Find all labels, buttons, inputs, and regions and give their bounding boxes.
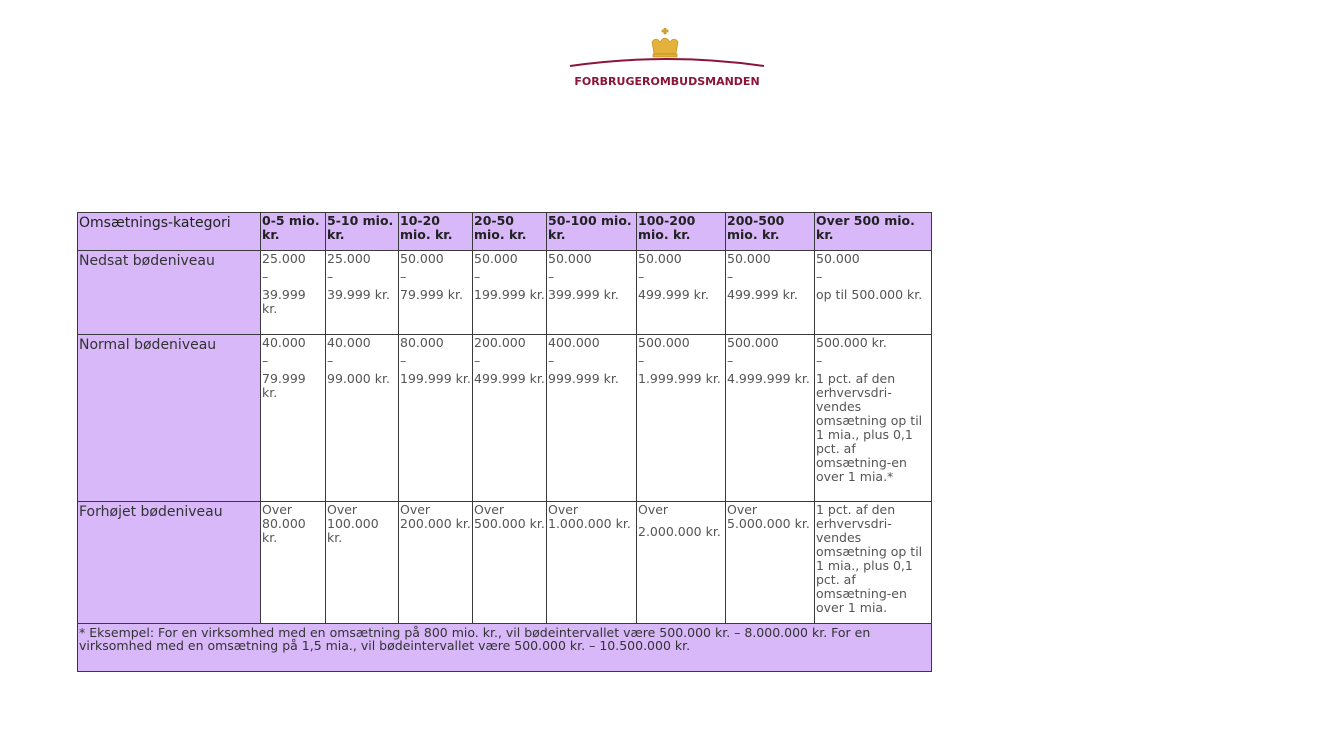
range-from: 25.000 [327, 251, 371, 266]
range-to: 79.999 kr. [262, 371, 306, 400]
column-header: 5-10 mio. kr. [326, 213, 399, 251]
range-dash: – [474, 353, 481, 368]
fine-levels-table [77, 212, 932, 672]
table-cell [547, 251, 637, 335]
table-cell [261, 335, 326, 502]
column-header: 0-5 mio. kr. [261, 213, 326, 251]
range-to: 199.999 kr. [400, 371, 471, 386]
table-cell: Over 500.000 kr. [473, 502, 547, 624]
table-cell: Over 5.000.000 kr. [726, 502, 815, 624]
table-cell: Over 1.000.000 kr. [547, 502, 637, 624]
table-cell [726, 335, 815, 502]
forbrugerombudsmanden-logo [568, 28, 766, 92]
table-cell [547, 335, 637, 502]
range-to: 499.999 kr. [474, 371, 545, 386]
range-from: 50.000 [474, 251, 518, 266]
range-to: 499.999 kr. [638, 287, 709, 302]
range-to: 39.999 kr. [327, 287, 390, 302]
range-to: 39.999 kr. [262, 287, 306, 316]
range-from: 500.000 kr. [816, 335, 887, 350]
range-from: 500.000 [638, 335, 690, 350]
table-cell [473, 251, 547, 335]
table-cell [261, 251, 326, 335]
table-row-nedsat [78, 251, 932, 335]
range-from: 200.000 [474, 335, 526, 350]
range-dash: – [638, 269, 645, 284]
range-dash: – [474, 269, 481, 284]
cell-text: 2.000.000 kr. [638, 524, 721, 539]
range-from: 40.000 [262, 335, 306, 350]
table-cell [637, 502, 726, 624]
table-cell [637, 335, 726, 502]
row-label: Forhøjet bødeniveau [78, 502, 261, 624]
crown-icon [568, 28, 766, 74]
column-header: 200-500 mio. kr. [726, 213, 815, 251]
table-cell: 1 pct. af den erhvervsdri-vendes omsætning op til 1 mia., plus 0,1 pct. af omsætning-en over 1 mia. [815, 502, 932, 624]
range-to: 399.999 kr. [548, 287, 619, 302]
footnote-row [78, 624, 932, 672]
range-dash: – [816, 353, 823, 368]
range-to: 1 pct. af den erhvervsdri-vendes omsætning op til 1 mia., plus 0,1 pct. af omsætning-en over 1 mia.* [816, 371, 923, 484]
range-dash: – [262, 353, 269, 368]
brand-name: FORBRUGEROMBUDSMANDEN [574, 75, 760, 88]
range-from: 500.000 [727, 335, 779, 350]
range-from: 50.000 [816, 251, 860, 266]
range-to: op til 500.000 kr. [816, 287, 923, 302]
table-cell [815, 335, 932, 502]
range-to: 499.999 kr. [727, 287, 798, 302]
table-cell: Over 200.000 kr. [399, 502, 473, 624]
row-label: Nedsat bødeniveau [78, 251, 261, 335]
range-to: 79.999 kr. [400, 287, 463, 302]
range-from: 25.000 [262, 251, 306, 266]
range-from: 400.000 [548, 335, 600, 350]
column-header: Over 500 mio. kr. [815, 213, 932, 251]
table-cell: Over 80.000 kr. [261, 502, 326, 624]
range-dash: – [327, 269, 334, 284]
footnote: * Eksempel: For en virksomhed med en omsætning på 800 mio. kr., vil bødeintervallet være 500.000 kr. – 8.000.000 kr. For en virksomhed med en omsætning på 1,5 mia., vil bødeintervallet være 500.000 kr. – 10.500.000 kr. [78, 624, 932, 672]
range-dash: – [727, 353, 734, 368]
range-from: 50.000 [400, 251, 444, 266]
range-dash: – [327, 353, 334, 368]
range-to: 1.999.999 kr. [638, 371, 721, 386]
table-cell: Over 100.000 kr. [326, 502, 399, 624]
range-from: 80.000 [400, 335, 444, 350]
table-row-normal [78, 335, 932, 502]
range-from: 40.000 [327, 335, 371, 350]
table-cell [473, 335, 547, 502]
range-from: 50.000 [638, 251, 682, 266]
table-cell [326, 335, 399, 502]
table-cell [815, 251, 932, 335]
table-row-forhoejet [78, 502, 932, 624]
cell-text: Over [638, 502, 669, 517]
range-from: 50.000 [727, 251, 771, 266]
range-from: 50.000 [548, 251, 592, 266]
range-dash: – [638, 353, 645, 368]
range-dash: – [816, 269, 823, 284]
table-cell [726, 251, 815, 335]
table-header-row [78, 213, 932, 251]
column-header: 50-100 mio. kr. [547, 213, 637, 251]
column-header: 20-50 mio. kr. [473, 213, 547, 251]
column-header: 100-200 mio. kr. [637, 213, 726, 251]
column-header: 10-20 mio. kr. [399, 213, 473, 251]
row-label: Normal bødeniveau [78, 335, 261, 502]
range-dash: – [400, 353, 407, 368]
range-to: 99.000 kr. [327, 371, 390, 386]
table-cell [399, 251, 473, 335]
column-header-category: Omsætnings-kategori [78, 213, 261, 251]
range-to: 999.999 kr. [548, 371, 619, 386]
range-dash: – [400, 269, 407, 284]
range-dash: – [262, 269, 269, 284]
table-cell [637, 251, 726, 335]
range-dash: – [548, 269, 555, 284]
range-to: 199.999 kr. [474, 287, 545, 302]
range-to: 4.999.999 kr. [727, 371, 810, 386]
table-cell [399, 335, 473, 502]
range-dash: – [548, 353, 555, 368]
range-dash: – [727, 269, 734, 284]
table-cell [326, 251, 399, 335]
